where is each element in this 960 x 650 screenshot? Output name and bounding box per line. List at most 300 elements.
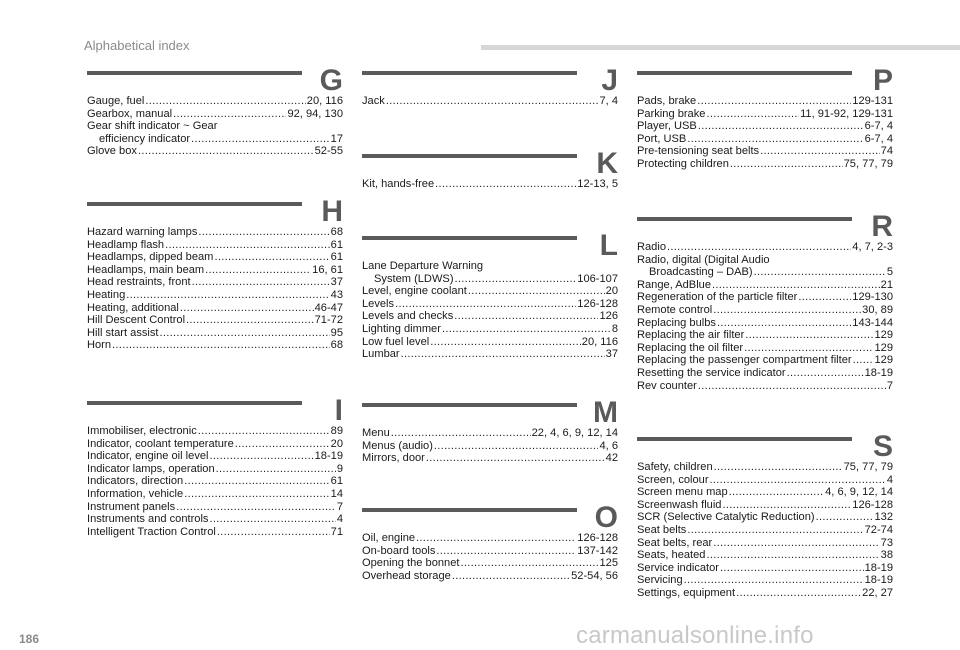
entry-list <box>362 427 618 465</box>
dot-leader <box>198 226 329 239</box>
entry-text: On-board tools <box>362 544 436 557</box>
entry-text: Level, engine coolant <box>362 285 467 298</box>
entry-pages: 12-13, 5 <box>577 178 618 190</box>
entry-text: Low fuel level <box>362 335 430 348</box>
entry-text: Indicator, coolant temperature <box>87 437 234 450</box>
entry-text: Immobiliser, electronic <box>87 425 197 437</box>
index-entry <box>637 158 893 171</box>
index-entry <box>362 178 618 191</box>
entry-text: Gearbox, manual <box>87 107 173 120</box>
entry-pages: 20, 116 <box>306 95 343 107</box>
dot-leader <box>165 239 330 252</box>
index-entry <box>87 450 343 463</box>
dot-leader <box>186 314 314 327</box>
entry-text: Kit, hands-free <box>362 178 435 190</box>
dot-leader <box>760 145 880 158</box>
dot-leader <box>684 574 864 587</box>
dot-leader <box>235 438 330 451</box>
entry-text: Service indicator <box>637 561 720 574</box>
section-rule <box>362 71 577 75</box>
entry-text: Lighting dimmer <box>362 322 441 335</box>
entry-text: Menus (audio) <box>362 439 433 452</box>
dot-leader <box>386 95 599 108</box>
dot-leader <box>198 425 330 438</box>
dot-leader <box>112 339 330 352</box>
index-entry <box>637 380 893 393</box>
entry-pages: 18-19 <box>314 450 343 463</box>
dot-leader <box>468 285 605 298</box>
entry-list <box>362 532 618 582</box>
index-entry <box>87 425 343 438</box>
entry-text: Replacing the air filter <box>637 329 745 342</box>
entry-text: Levels <box>362 297 395 310</box>
header-title: Alphabetical index <box>84 38 190 53</box>
entry-text: Head restraints, front <box>87 276 191 289</box>
dot-leader <box>435 178 576 191</box>
entry-pages: 20 <box>330 437 343 450</box>
index-entry <box>637 342 893 355</box>
entry-pages: 74 <box>880 145 893 158</box>
entry-pages: 42 <box>605 452 618 465</box>
dot-leader <box>455 273 577 286</box>
dot-leader <box>217 526 330 539</box>
index-entry <box>637 587 893 600</box>
entry-pages: 7 <box>336 500 343 513</box>
entry-pages: 68 <box>330 339 343 352</box>
entry-text: Mirrors, door <box>362 452 425 465</box>
section-rule <box>637 71 852 75</box>
section-letter: L <box>599 229 618 262</box>
entry-pages: 14 <box>330 487 343 500</box>
index-entry <box>87 239 343 252</box>
entry-pages: 4, 6, 9, 12, 14 <box>825 486 893 499</box>
entry-text: Screen menu map <box>637 486 728 499</box>
entry-text: Player, USB <box>637 120 697 133</box>
entry-text: Regeneration of the particle filter <box>637 291 798 304</box>
section-rule <box>87 401 302 405</box>
index-entry <box>87 339 343 352</box>
section-letter: O <box>594 501 618 534</box>
section-rule <box>362 508 577 512</box>
dot-leader <box>214 251 329 264</box>
index-entry <box>637 120 893 133</box>
entry-text: Settings, equipment <box>637 586 736 599</box>
index-entry <box>87 95 343 108</box>
entry-text: Pads, brake <box>637 95 697 107</box>
dot-leader <box>710 474 886 487</box>
entry-pages: 18-19 <box>864 561 893 574</box>
entry-list <box>637 461 893 600</box>
entry-pages: 71 <box>330 525 343 538</box>
entry-text: Screenwash fluid <box>637 498 722 511</box>
dot-leader <box>698 120 864 133</box>
entry-text: efficiency indicator <box>99 132 191 145</box>
entry-pages: 22, 4, 6, 9, 12, 14 <box>531 427 618 439</box>
index-entry <box>87 264 343 277</box>
dot-leader <box>176 501 336 514</box>
entry-pages: 72-74 <box>864 523 893 536</box>
entry-text: Indicator, engine oil level <box>87 450 209 463</box>
section-letter: M <box>593 396 618 429</box>
dot-leader <box>720 562 864 575</box>
index-entry <box>362 348 618 361</box>
index-entry <box>637 279 893 292</box>
dot-leader <box>192 276 330 289</box>
entry-text: Instruments and controls <box>87 513 209 526</box>
entry-pages: 4, 7, 2-3 <box>852 241 893 253</box>
entry-pages: 95 <box>330 326 343 339</box>
entry-text: Menu <box>362 427 390 439</box>
dot-leader <box>452 570 570 583</box>
entry-pages: 4 <box>336 513 343 526</box>
entry-text: Levels and checks <box>362 310 454 323</box>
index-entry <box>362 336 618 349</box>
dot-leader <box>706 108 799 121</box>
index-entry <box>87 108 343 121</box>
dot-leader <box>717 317 851 330</box>
watermark: carmanualsonline.info <box>576 622 814 649</box>
index-entry <box>637 354 893 367</box>
dot-leader <box>126 289 329 302</box>
index-entry <box>362 557 618 570</box>
entry-pages: 6-7, 4 <box>864 132 893 145</box>
index-entry <box>362 95 618 108</box>
entry-pages: 129-130 <box>852 291 893 304</box>
dot-leader <box>697 95 851 108</box>
entry-text: Safety, children <box>637 461 713 473</box>
dot-leader <box>816 511 874 524</box>
entry-pages: 126-128 <box>577 532 618 544</box>
section-letter: S <box>872 430 893 463</box>
entry-pages: 68 <box>330 226 343 238</box>
index-entry <box>637 499 893 512</box>
entry-pages: 4, 6 <box>599 439 618 452</box>
index-entry <box>637 145 893 158</box>
index-entry <box>362 310 618 323</box>
entry-text: Seats, heated <box>637 549 706 562</box>
entry-pages: 20 <box>605 285 618 298</box>
entry-list <box>87 226 343 352</box>
entry-list <box>362 260 618 361</box>
index-entry <box>362 285 618 298</box>
entry-text: Oil, engine <box>362 532 416 544</box>
index-entry <box>87 314 343 327</box>
entry-text: Intelligent Traction Control <box>87 525 216 538</box>
entry-text: Indicator lamps, operation <box>87 462 215 475</box>
section-rule <box>362 154 577 158</box>
entry-pages: 137-142 <box>577 544 618 557</box>
entry-pages: 8 <box>611 322 618 335</box>
dot-leader <box>173 108 286 121</box>
index-entry <box>87 526 343 539</box>
index-entry <box>87 145 343 158</box>
entry-pages: 52-54, 56 <box>571 569 618 582</box>
entry-pages: 37 <box>330 276 343 289</box>
dot-leader <box>754 266 886 279</box>
dot-leader <box>730 158 843 171</box>
entry-text: Servicing <box>637 574 683 587</box>
entry-pages: 126-128 <box>852 498 893 511</box>
entry-text: Hazard warning lamps <box>87 226 198 238</box>
dot-leader <box>853 354 874 367</box>
index-entry <box>637 562 893 575</box>
entry-pages: 9 <box>336 462 343 475</box>
entry-pages: 126 <box>599 310 618 323</box>
dot-leader <box>667 241 851 254</box>
dot-leader <box>736 587 861 600</box>
entry-pages: 46-47 <box>314 301 343 314</box>
entry-text: Heating <box>87 288 126 301</box>
section-letter: J <box>601 64 618 97</box>
entry-text: Parking brake <box>637 107 706 120</box>
dot-leader <box>209 513 335 526</box>
section-rule <box>637 437 852 441</box>
entry-pages: 75, 77, 79 <box>843 157 893 170</box>
index-entry <box>637 524 893 537</box>
entry-text: Hill Descent Control <box>87 314 186 327</box>
index-entry <box>362 323 618 336</box>
index-entry <box>637 95 893 108</box>
dot-leader <box>713 304 861 317</box>
dot-leader <box>434 440 599 453</box>
entry-list <box>637 241 893 392</box>
index-entry <box>637 304 893 317</box>
header-bar <box>481 45 960 50</box>
entry-text: Replacing the oil filter <box>637 341 744 354</box>
entry-text: Lumbar <box>362 348 400 361</box>
entry-text: System (LDWS) <box>374 272 454 285</box>
entry-text-line: Gear shift indicator ~ Gear <box>87 120 218 133</box>
entry-text: Protecting children <box>637 157 729 170</box>
entry-text: Rev counter <box>637 379 697 392</box>
index-entry <box>87 501 343 514</box>
entry-pages: 92, 94, 130 <box>287 107 343 120</box>
entry-pages: 43 <box>330 288 343 301</box>
entry-pages: 61 <box>330 238 343 251</box>
index-entry <box>637 241 893 254</box>
index-entry <box>637 549 893 562</box>
page-header <box>0 0 960 62</box>
entry-text: Range, AdBlue <box>637 278 712 291</box>
index-entry <box>637 486 893 499</box>
dot-leader <box>184 475 329 488</box>
entry-pages: 52-55 <box>314 145 343 158</box>
entry-text: Seat belts, rear <box>637 536 713 549</box>
index-entry <box>87 302 343 315</box>
dot-leader <box>426 452 605 465</box>
dot-leader <box>712 279 880 292</box>
dot-leader <box>729 486 824 499</box>
entry-text: Overhead storage <box>362 569 451 582</box>
entry-text: Instrument panels <box>87 500 176 513</box>
entry-pages: 20, 116 <box>581 335 618 348</box>
dot-leader <box>145 95 305 108</box>
section-rule <box>362 236 577 240</box>
entry-list <box>87 425 343 538</box>
entry-pages: 129 <box>874 354 893 367</box>
entry-pages: 71-72 <box>314 314 343 327</box>
dot-leader <box>430 336 581 349</box>
index-entry <box>87 276 343 289</box>
index-entry <box>87 251 343 264</box>
index-entry <box>362 570 618 583</box>
entry-list <box>637 95 893 171</box>
index-entry <box>637 511 893 524</box>
index-entry <box>637 537 893 550</box>
index-entry <box>637 291 893 304</box>
dot-leader <box>744 342 873 355</box>
entry-text-line: Radio, digital (Digital Audio <box>637 253 770 266</box>
dot-leader <box>798 291 851 304</box>
entry-text: Headlamp flash <box>87 238 165 251</box>
entry-text: Replacing the passenger compartment filter <box>637 354 852 367</box>
entry-text: Gauge, fuel <box>87 95 145 107</box>
index-entry <box>87 133 343 146</box>
dot-leader <box>698 380 886 393</box>
entry-pages: 22, 27 <box>862 586 893 599</box>
dot-leader <box>138 145 314 158</box>
index-entry <box>87 513 343 526</box>
entry-text: Headlamps, main beam <box>87 263 205 276</box>
dot-leader <box>180 302 314 315</box>
index-entry <box>637 108 893 121</box>
index-entry <box>87 475 343 488</box>
entry-pages: 18-19 <box>864 366 893 379</box>
index-entry <box>362 440 618 453</box>
entry-pages: 21 <box>880 278 893 291</box>
section-rule <box>87 71 302 75</box>
entry-pages: 37 <box>605 348 618 361</box>
entry-text: Opening the bonnet <box>362 557 460 570</box>
dot-leader <box>454 310 598 323</box>
index-entry <box>87 463 343 476</box>
index-entry <box>362 452 618 465</box>
entry-pages: 106-107 <box>577 272 618 285</box>
entry-text: Remote control <box>637 303 713 316</box>
entry-pages: 7 <box>886 379 893 392</box>
dot-leader <box>216 463 336 476</box>
entry-pages: 73 <box>880 536 893 549</box>
dot-leader <box>745 329 873 342</box>
dot-leader <box>416 532 576 545</box>
entry-pages: 126-128 <box>577 297 618 310</box>
entry-pages: 61 <box>330 251 343 264</box>
dot-leader <box>714 461 843 474</box>
entry-text: Horn <box>87 339 112 352</box>
entry-pages: 125 <box>599 557 618 570</box>
entry-text: Hill start assist <box>87 326 159 339</box>
entry-list <box>87 95 343 158</box>
entry-text-line: Lane Departure Warning <box>362 260 484 272</box>
dot-leader <box>687 524 863 537</box>
entry-pages: 17 <box>330 132 343 145</box>
dot-leader <box>722 499 851 512</box>
dot-leader <box>787 367 864 380</box>
section-rule <box>362 403 577 407</box>
dot-leader <box>687 133 863 146</box>
index-entry <box>637 367 893 380</box>
index-entry <box>637 574 893 587</box>
entry-pages: 6-7, 4 <box>864 120 893 133</box>
entry-text: Seat belts <box>637 523 687 536</box>
section-letter: I <box>334 394 343 427</box>
entry-pages: 75, 77, 79 <box>843 461 893 473</box>
entry-pages: 129-131 <box>852 95 893 107</box>
index-entry <box>87 289 343 302</box>
dot-leader <box>191 133 330 146</box>
dot-leader <box>160 327 330 340</box>
dot-leader <box>184 488 329 501</box>
index-entry <box>362 273 618 286</box>
entry-pages: 132 <box>874 511 893 524</box>
entry-text: Indicators, direction <box>87 475 184 488</box>
section-rule <box>87 202 302 206</box>
dot-leader <box>460 557 598 570</box>
entry-text: Information, vehicle <box>87 487 184 500</box>
entry-pages: 11, 91-92, 129-131 <box>800 107 893 120</box>
entry-pages: 16, 61 <box>312 263 343 276</box>
dot-leader <box>205 264 311 277</box>
entry-pages: 30, 89 <box>862 303 893 316</box>
dot-leader <box>442 323 611 336</box>
entry-text: Replacing bulbs <box>637 316 716 329</box>
dot-leader <box>436 545 576 558</box>
entry-text: Port, USB <box>637 132 687 145</box>
entry-text: Glove box <box>87 145 137 158</box>
index-entry <box>362 427 618 440</box>
index-entry <box>87 438 343 451</box>
entry-pages: 38 <box>880 549 893 562</box>
dot-leader <box>391 427 531 440</box>
index-entry <box>637 474 893 487</box>
entry-text: SCR (Selective Catalytic Reduction) <box>637 511 815 524</box>
index-entry <box>362 298 618 311</box>
entry-pages: 18-19 <box>864 574 893 587</box>
entry-text: Pre-tensioning seat belts <box>637 145 760 158</box>
section-letter: G <box>319 64 343 97</box>
section-letter: P <box>872 64 893 97</box>
entry-pages: 129 <box>874 341 893 354</box>
section-letter: H <box>321 195 343 228</box>
entry-list <box>362 178 618 191</box>
index-entry <box>637 317 893 330</box>
entry-pages: 4 <box>886 473 893 486</box>
entry-text: Resetting the service indicator <box>637 366 786 379</box>
dot-leader <box>210 450 314 463</box>
section-rule <box>637 217 852 221</box>
index-entry <box>362 545 618 558</box>
entry-pages: 143-144 <box>852 316 893 329</box>
index-entry <box>637 266 893 279</box>
entry-pages: 7, 4 <box>599 95 618 107</box>
dot-leader <box>713 537 879 550</box>
entry-pages: 5 <box>886 266 893 279</box>
index-entry <box>87 226 343 239</box>
section-letter: K <box>596 147 618 180</box>
entry-list <box>362 95 618 108</box>
index-entry <box>87 488 343 501</box>
entry-pages: 129 <box>874 329 893 342</box>
index-entry <box>87 327 343 340</box>
section-letter: R <box>871 210 893 243</box>
entry-text: Screen, colour <box>637 473 709 486</box>
dot-leader <box>395 298 576 311</box>
entry-text: Jack <box>362 95 385 107</box>
dot-leader <box>401 348 605 361</box>
index-entry <box>637 329 893 342</box>
entry-pages: 89 <box>330 425 343 437</box>
entry-text: Radio <box>637 241 666 253</box>
